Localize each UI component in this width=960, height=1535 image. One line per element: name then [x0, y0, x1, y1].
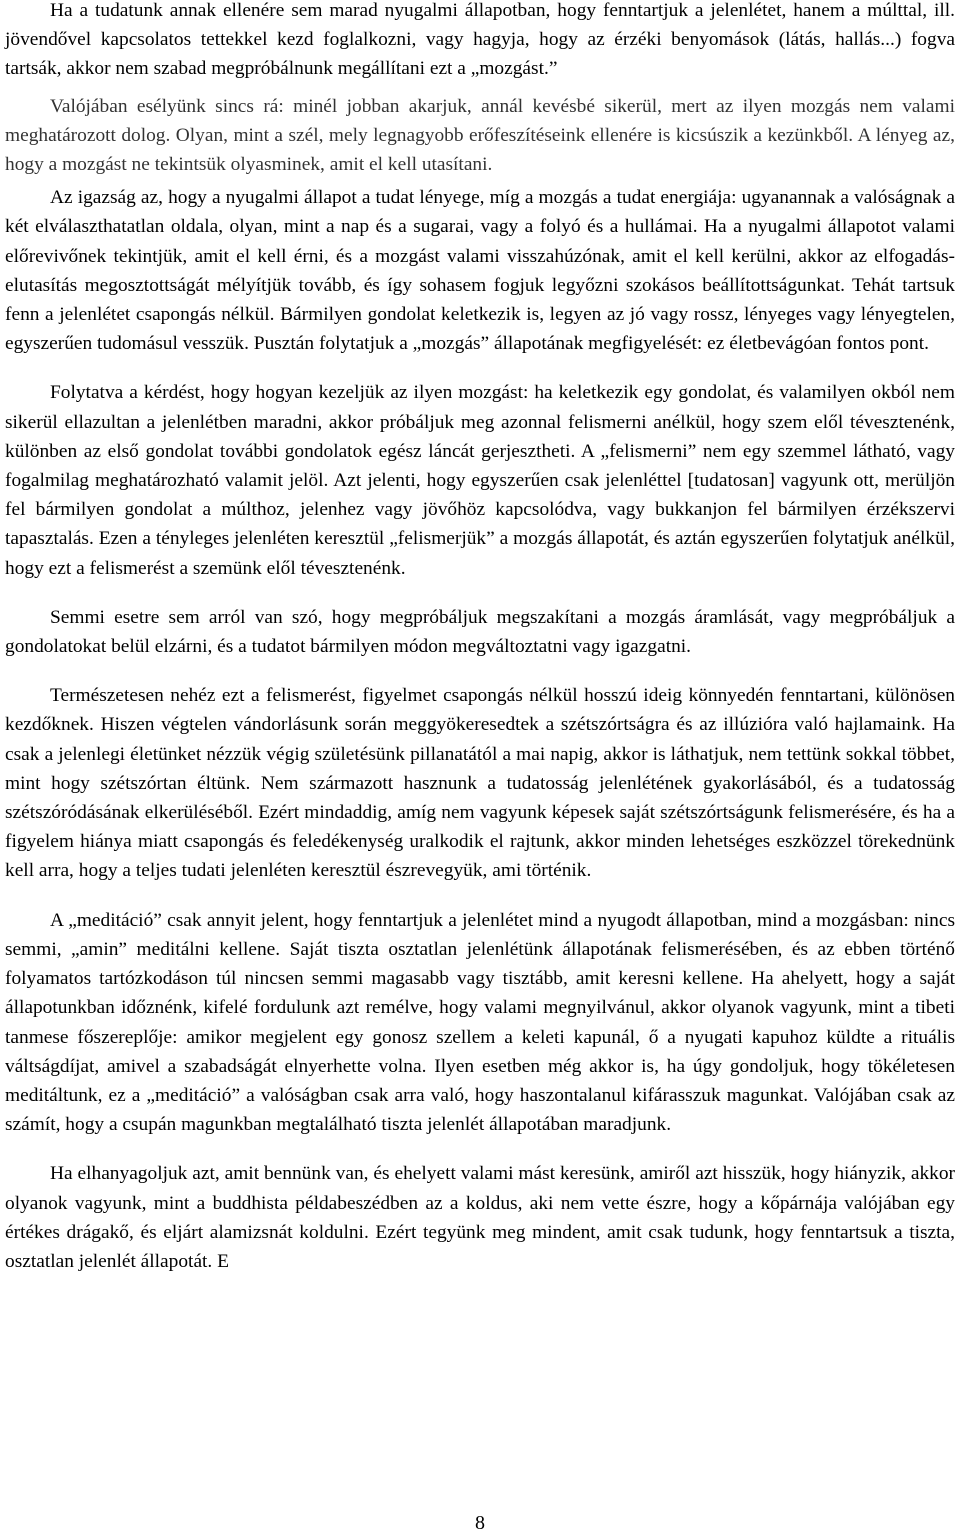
paragraph-5: Semmi esetre sem arról van szó, hogy megpróbáljuk megszakítani a mozgás áramlását, vagy megpróbáljuk a gondolatokat belül elzárni, és a tudatot bármilyen módon megváltoztatni vagy igazgatni. — [5, 606, 955, 658]
paragraph-6: Természetesen nehéz ezt a felismerést, figyelmet csapongás nélkül hosszú ideig könnyedén fenntartani, különösen kezdőknek. Hiszen végtelen vándorlásunk során meggyökeresedtek a szétszórtságra és az illúzióra való hajlamaink. Ha csak a jelenlegi életünket nézzük végig születésünk pillanatától a mai napig, akkor is láthatjuk, nem tettünk sokkal többet, mint hogy szétszórtan éltünk. Nem származott hasznunk a tudatosság jelenlétének gyakorlásából, és a tudatosság szétszóródásának elkerüléséből. Ezért mindaddig, amíg nem vagyunk képesek saját szétszórtságunk felismerésére, és ha a figyelem hiánya miatt csapongás és feledékenység uralkodik el rajtunk, akkor minden lehetséges eszközzel törekednünk kell arra, hogy a teljes tudati jelenléten keresztül észrevegyük, ami történik. — [5, 685, 955, 882]
paragraph-7: A „meditáció” csak annyit jelent, hogy fenntartjuk a jelenlétet mind a nyugodt állapotban, mind a mozgásban: nincs semmi, „amin” meditálni kellene. Saját tiszta osztatlan jelenlétünk állapotának felismerésében, és az ebben történő folyamatos tartózkodáson túl nincsen semmi magasabb vagy tisztább, amit keresni kellene. Ha ahelyett, hogy a saját állapotunkban időznénk, kifelé fordulunk azt remélve, hogy valami megnyilvánul, akkor olyanok vagyunk, mint a tibeti tanmese főszereplője: amikor megjelent egy gonosz szellem a keleti kapunál, ő a nyugati kapuhoz küldte a rituális váltságdíjat, amivel a szabadságát elnyerhette volna. Ilyen esetben még akkor is, ha úgy gondoljuk, hogy tökéletesen meditáltunk, ez a „meditáció” a valóságban csak arra való, hogy haszontalanul kifárasszuk magunkat. Valójában csak az számít, hogy a csupán magunkban megtalálható tiszta jelenlét állapotában maradjunk. — [5, 909, 955, 1136]
paragraph-1: Ha a tudatunk annak ellenére sem marad nyugalmi állapotban, hogy fenntartjuk a jelenlétet, hanem a múlttal, ill. jövendővel kapcsolatos tettekkel kezd foglalkozni, vagy hagyja, hogy az érzéki benyomások (látás, hallás...) fogva tartsák, akkor nem szabad megpróbálnunk megállítani ezt a „mozgást.” — [5, 0, 955, 80]
paragraph-8: Ha elhanyagoljuk azt, amit bennünk van, és ehelyett valami mást keresünk, amiről azt hisszük, hogy hiányzik, akkor olyanok vagyunk, mint a buddhista példabeszédben az a koldus, aki nem vette észre, hogy a kőpárnája valójában egy értékes drágakő, és eljárt alamizsnát koldulni. Ezért tegyünk meg mindent, amit csak tudunk, hogy fenntartsuk a tiszta, osztatlan jelenlét állapotát. E — [5, 1163, 955, 1272]
paragraph-2: Valójában esélyünk sincs rá: minél jobban akarjuk, annál kevésbé sikerül, mert az ilyen mozgás nem valami meghatározott dolog. Olyan, mint a szél, mely legnagyobb erőfeszítéseink ellenére is kicsúszik a kezünkből. A lényeg az, hogy a mozgást ne tekintsük olyasminek, amit el kell utasítani. — [5, 95, 955, 176]
document-page — [5, 0, 955, 1276]
page-number: 8 — [475, 1512, 485, 1534]
paragraph-4: Folytatva a kérdést, hogy hogyan kezeljük az ilyen mozgást: ha keletkezik egy gondolat, és valamilyen okból nem sikerül ellazultan a jelenlétben maradni, akkor próbáljuk meg azonnal felismerni anélkül, hogy szem elől tévesztenénk, különben az első gondolat további gondolatok egész láncát gerjesztheti. A „felismerni” nem egy szemmel látható, vagy fogalmilag meghatározható valamit jelöl. Azt jelenti, hogy egyszerűen csak jelenléttel [tudatosan] vagyunk ott, merüljön fel bármilyen gondolat a múlthoz, jelenhez vagy jövőhöz kapcsolódva, vagy bukkanjon fel bármilyen érzékszervi tapasztalás. Ezen a tényleges jelenléten keresztül „felismerjük” a mozgás állapotát, és aztán egyszerűen folytatjuk anélkül, hogy ezt a felismerést a szemünk elől tévesztenénk. — [5, 382, 955, 579]
paragraph-3: Az igazság az, hogy a nyugalmi állapot a tudat lényege, míg a mozgás a tudat energiája: ugyanannak a valóságnak a két elválaszthatatlan oldala, olyan, mint a nap és a sugarai, vagy a folyó és a hullámai. Ha a nyugalmi állapotot valami előrevivőnek tekintjük, amit el kell érni, és a mozgást valami visszahúzónak, amit el kell kerülni, akkor az elfogadás-elutasítás megosztottságát mélyítjük tovább, és így sohasem fogjuk legyőzni szokásos beállítottságunkat. Tehát tartsuk fenn a jelenlétet csapongás nélkül. Bármilyen gondolat keletkezik is, legyen az jó vagy rossz, lényeges vagy lényegtelen, egyszerűen tudomásul vesszük. Pusztán folytatjuk a „mozgás” állapotának megfigyelését: ez életbevágóan fontos pont. — [5, 187, 955, 355]
